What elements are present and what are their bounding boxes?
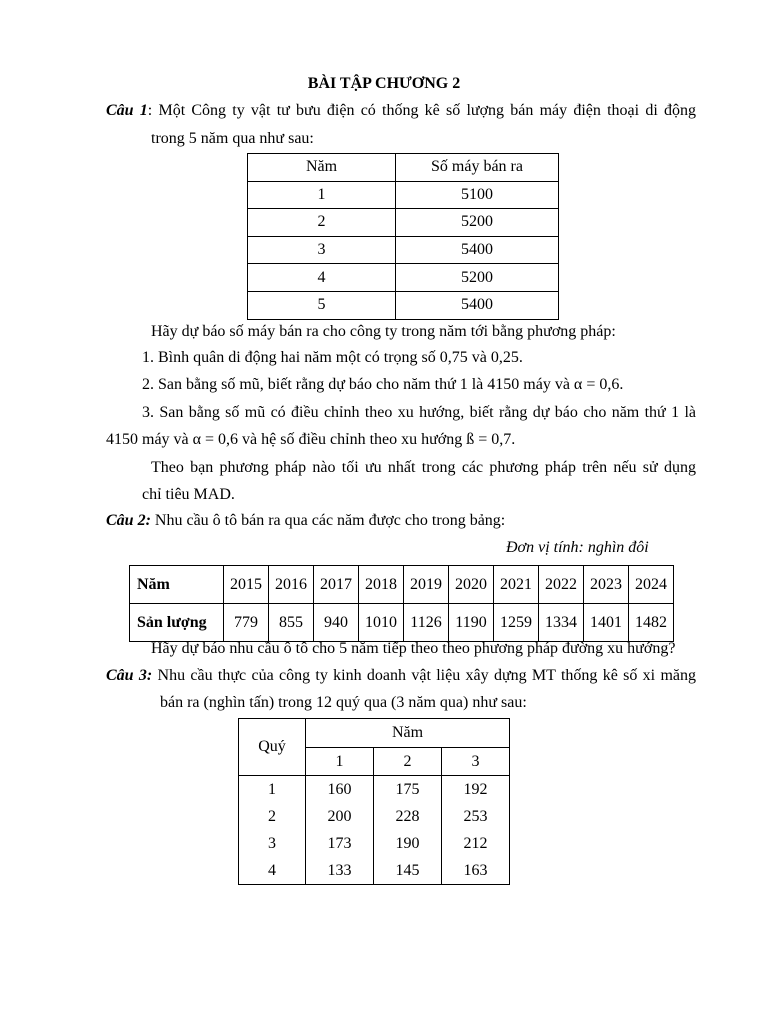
q1-method-1: 1. Bình quân di động hai năm một có trọng số 0,75 và 0,25. <box>142 349 523 366</box>
q3-cement-table <box>238 718 510 885</box>
q2-task: Hãy dự báo nhu cầu ô tô cho 5 năm tiếp theo theo phương pháp đường xu hướng? <box>151 640 676 657</box>
year-header-cell: 3 <box>442 748 510 776</box>
table-cell: 3 <box>239 830 306 857</box>
q3-intro-text: Nhu cầu thực của công ty kinh doanh vật liệu xây dựng MT thống kê số xi măng <box>152 667 696 684</box>
row-label-year: Năm <box>130 566 224 604</box>
table-cell: 192 <box>442 776 510 804</box>
table-cell: 228 <box>374 803 442 830</box>
table-cell: 175 <box>374 776 442 804</box>
q1-method-3-line1: 3. San bằng số mũ có điều chỉnh theo xu hướng, biết rằng dự báo cho năm thứ 1 là <box>142 404 696 421</box>
value-cell: 1482 <box>629 604 674 642</box>
table-row <box>239 830 510 857</box>
year-header-cell: 1 <box>306 748 374 776</box>
table-header-row <box>239 719 510 748</box>
table-header-cell: Số máy bán ra <box>396 154 559 182</box>
table-cell: 212 <box>442 830 510 857</box>
q1-method-3-line2: 4150 máy và α = 0,6 và hệ số điều chỉnh theo xu hướng ß = 0,7. <box>106 431 516 448</box>
q1-intro-line2: trong 5 năm qua như sau: <box>151 130 314 147</box>
q1-intro-text: : Một Công ty vật tư bưu điện có thống kê số lượng bán máy điện thoại di động <box>147 102 696 119</box>
table-cell: 5 <box>248 291 396 319</box>
table-cell: 253 <box>442 803 510 830</box>
value-cell: 1334 <box>539 604 584 642</box>
value-cell: 779 <box>224 604 269 642</box>
table-row <box>248 209 559 237</box>
table-row <box>248 264 559 292</box>
table-row <box>248 181 559 209</box>
table-cell: 163 <box>442 857 510 885</box>
value-cell: 940 <box>314 604 359 642</box>
year-group-header: Năm <box>306 719 510 748</box>
table-row-years <box>130 566 674 604</box>
table-cell: 5400 <box>396 291 559 319</box>
page-title: BÀI TẬP CHƯƠNG 2 <box>307 75 461 92</box>
q1-label: Câu 1 <box>106 102 148 119</box>
year-cell: 2022 <box>539 566 584 604</box>
q2-unit: Đơn vị tính: nghìn đôi <box>506 539 649 556</box>
value-cell: 1010 <box>359 604 404 642</box>
table-cell: 5200 <box>396 209 559 237</box>
year-cell: 2016 <box>269 566 314 604</box>
table-cell: 5400 <box>396 236 559 264</box>
year-cell: 2024 <box>629 566 674 604</box>
q2-car-demand-table <box>129 565 674 642</box>
table-row <box>239 857 510 885</box>
q2-intro-text: Nhu cầu ô tô bán ra qua các năm được cho trong bảng: <box>150 512 506 529</box>
value-cell: 1401 <box>584 604 629 642</box>
q3-intro-line2: bán ra (nghìn tấn) trong 12 quý qua (3 năm qua) như sau: <box>160 694 527 711</box>
table-row <box>239 776 510 804</box>
table-cell: 145 <box>374 857 442 885</box>
table-cell: 4 <box>248 264 396 292</box>
table-cell: 200 <box>306 803 374 830</box>
table-row <box>248 236 559 264</box>
value-cell: 1190 <box>449 604 494 642</box>
table-cell: 160 <box>306 776 374 804</box>
year-cell: 2021 <box>494 566 539 604</box>
table-header-cell: Năm <box>248 154 396 182</box>
table-cell: 4 <box>239 857 306 885</box>
year-cell: 2017 <box>314 566 359 604</box>
table-cell: 3 <box>248 236 396 264</box>
table-cell: 190 <box>374 830 442 857</box>
row-label-output: Sản lượng <box>130 604 224 642</box>
value-cell: 855 <box>269 604 314 642</box>
table-cell: 5100 <box>396 181 559 209</box>
q2-intro <box>106 511 505 531</box>
value-cell: 1259 <box>494 604 539 642</box>
table-header-row <box>248 154 559 182</box>
table-cell: 1 <box>248 181 396 209</box>
q1-conclusion-line2: chỉ tiêu MAD. <box>142 486 235 503</box>
table-cell: 173 <box>306 830 374 857</box>
q3-intro-line1 <box>106 666 696 686</box>
table-cell: 1 <box>239 776 306 804</box>
year-cell: 2019 <box>404 566 449 604</box>
table-cell: 2 <box>239 803 306 830</box>
year-cell: 2023 <box>584 566 629 604</box>
year-cell: 2015 <box>224 566 269 604</box>
year-cell: 2020 <box>449 566 494 604</box>
q1-task: Hãy dự báo số máy bán ra cho công ty trong năm tới bằng phương pháp: <box>151 323 616 340</box>
q1-intro-line1 <box>106 101 696 121</box>
q1-sales-table <box>247 153 559 320</box>
q2-label: Câu 2: <box>106 512 151 529</box>
table-cell: 133 <box>306 857 374 885</box>
table-row <box>248 291 559 319</box>
value-cell: 1126 <box>404 604 449 642</box>
q3-label: Câu 3: <box>106 667 153 684</box>
quarter-header: Quý <box>239 719 306 776</box>
table-cell: 2 <box>248 209 396 237</box>
year-cell: 2018 <box>359 566 404 604</box>
q1-conclusion-line1: Theo bạn phương pháp nào tối ưu nhất trong các phương pháp trên nếu sử dụng <box>151 459 696 476</box>
table-row <box>239 803 510 830</box>
q1-method-2: 2. San bằng số mũ, biết rằng dự báo cho năm thứ 1 là 4150 máy và α = 0,6. <box>142 376 624 393</box>
year-header-cell: 2 <box>374 748 442 776</box>
table-cell: 5200 <box>396 264 559 292</box>
table-row-output <box>130 604 674 642</box>
